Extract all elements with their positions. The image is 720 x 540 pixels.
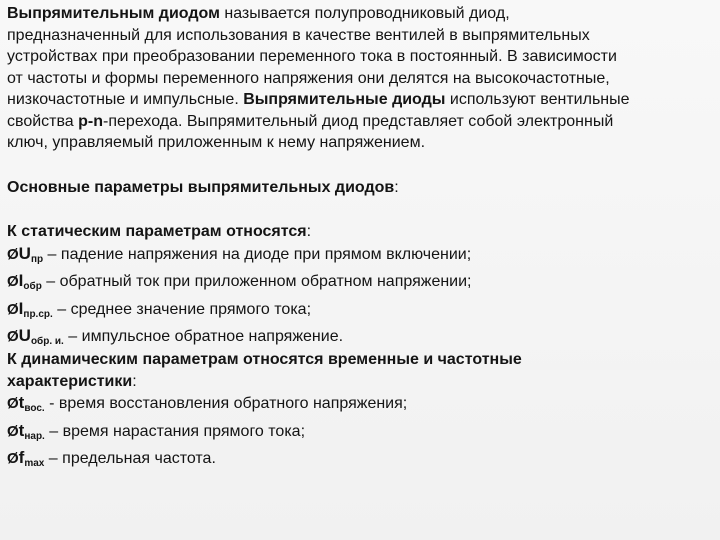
param-subscript: max [24, 458, 45, 469]
param-subscript: нар. [24, 430, 45, 442]
arrow-bullet-icon: Ø [7, 300, 19, 318]
list-item [7, 392, 715, 420]
intro-text: низкочастотные и импульсные. [7, 91, 244, 108]
param-symbol: U [18, 243, 31, 263]
static-heading [7, 221, 715, 243]
param-description: - время восстановления обратного напряжения; [44, 395, 408, 412]
param-symbol: I [18, 298, 24, 318]
list-item [7, 270, 715, 298]
intro-line-6 [7, 111, 715, 133]
intro-line-5 [7, 89, 715, 111]
heading-text: характеристики [7, 372, 133, 390]
heading-colon: : [132, 372, 137, 390]
param-subscript: обр [23, 281, 42, 292]
heading-colon: : [394, 179, 399, 196]
term-rectifier-diodes: Выпрямительные диоды [243, 91, 446, 108]
intro-text: называется полупроводниковый диод, [219, 5, 510, 22]
arrow-bullet-icon: Ø [7, 328, 19, 345]
dynamic-heading-line-1: К динамическим параметрам относятся временные и частотные [7, 351, 522, 368]
param-symbol: U [18, 326, 31, 345]
main-parameters-heading [7, 177, 715, 199]
arrow-bullet-icon: Ø [7, 273, 19, 290]
intro-text: свойства [7, 112, 79, 130]
heading-text: Основные параметры выпрямительных диодов [7, 179, 395, 196]
intro-line-2: предназначенный для использования в качестве вентилей в выпрямительных [7, 26, 590, 44]
param-subscript: обр. и. [30, 336, 64, 347]
param-description: – падение напряжения на диоде при прямом включении; [43, 245, 472, 263]
intro-paragraph [7, 3, 715, 154]
param-symbol: f [18, 448, 25, 467]
arrow-bullet-icon: Ø [7, 422, 19, 440]
intro-line-1 [7, 3, 715, 25]
param-subscript: вос. [24, 403, 45, 414]
param-description: – импульсное обратное напряжение. [63, 328, 344, 345]
intro-line-7: ключ, управляемый приложенным к нему напряжением. [7, 134, 426, 151]
arrow-bullet-icon: Ø [7, 450, 19, 467]
param-symbol: t [18, 393, 25, 412]
param-description: – среднее значение прямого тока; [52, 300, 312, 318]
arrow-bullet-icon: Ø [7, 395, 19, 412]
list-item [7, 447, 715, 475]
heading-colon: : [306, 223, 312, 240]
term-rectifier-diode: Выпрямительным диодом [7, 5, 220, 22]
param-symbol: t [18, 420, 25, 440]
intro-line-4: от частоты и формы переменного напряжения они делятся на высокочастотные, [7, 69, 610, 87]
heading-text: К статическим параметрам относятся [7, 223, 307, 240]
intro-text: -перехода. Выпрямительный диод представляет собой электронный [103, 112, 614, 130]
dynamic-heading-line-2 [7, 371, 715, 393]
list-item [7, 243, 715, 271]
list-item [7, 420, 715, 448]
arrow-bullet-icon: Ø [7, 245, 19, 263]
param-description: – обратный ток при приложенном обратном напряжении; [41, 273, 472, 290]
static-parameters-section [7, 221, 715, 353]
intro-text: используют вентильные [445, 91, 630, 108]
param-symbol: I [18, 271, 24, 290]
param-description: – предельная частота. [44, 450, 216, 467]
list-item [7, 298, 715, 326]
param-subscript: пр.ср. [23, 308, 53, 320]
param-subscript: пр [30, 253, 44, 265]
term-pn-junction: p-n [78, 112, 104, 130]
intro-line-3: устройствах при преобразовании переменного тока в постоянный. В зависимости [7, 48, 617, 65]
param-description: – время нарастания прямого тока; [44, 422, 306, 440]
dynamic-parameters-section [7, 349, 715, 475]
